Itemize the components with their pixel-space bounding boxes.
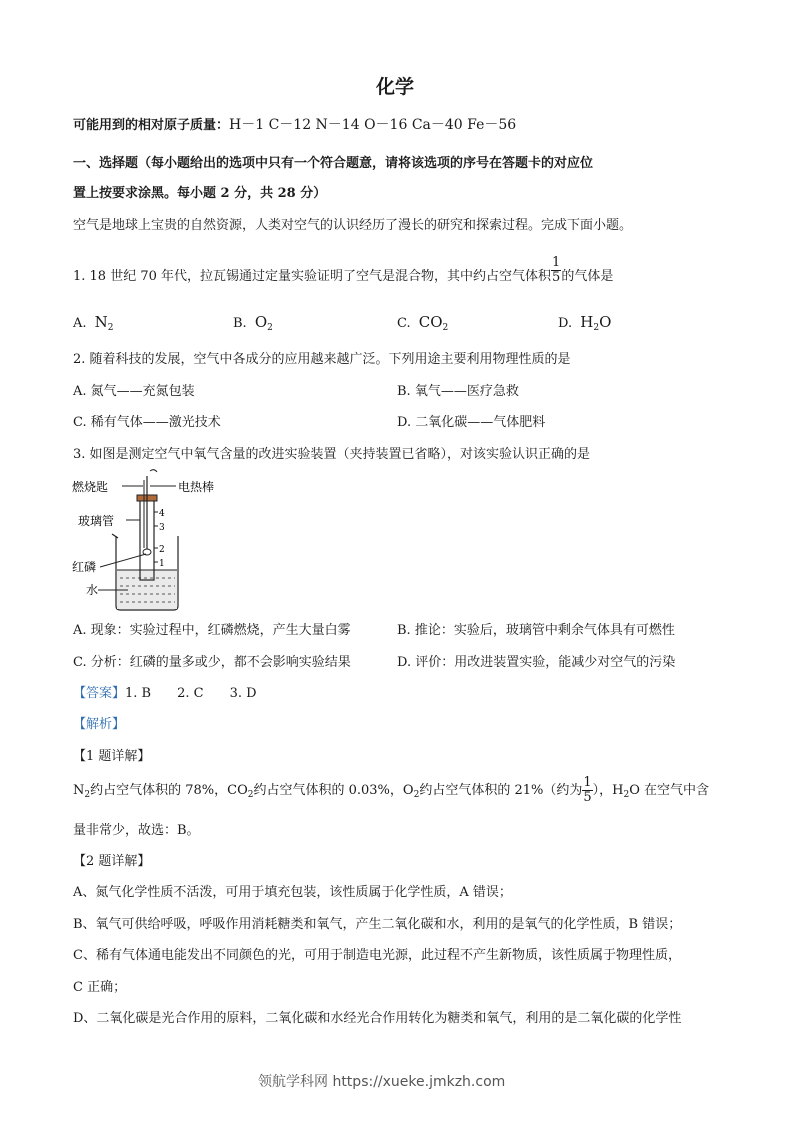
detail1-line2: 量非常少，故选：B。	[73, 823, 200, 838]
q1-option-d-label: D.	[558, 316, 573, 331]
beaker-lip	[112, 534, 118, 538]
page-title: 化学	[376, 76, 415, 98]
q3-option-c[interactable]: C. 分析：红磷的量多或少，都不会影响实验结果	[73, 655, 351, 670]
q1-option-d-sub: 2	[593, 323, 600, 333]
detail2-line-c: C、稀有气体通电能发出不同颜色的光，可用于制造电光源，此过程不产生新物质，该性质属于物理性质，	[73, 948, 681, 963]
detail1-text-a: 约占空气体积的 78%，	[90, 783, 228, 798]
scale-marks	[154, 512, 158, 562]
q1-option-a[interactable]	[73, 313, 114, 331]
h2o-sub: 2	[623, 790, 630, 800]
wire	[150, 470, 157, 472]
apparatus-diagram	[70, 466, 215, 614]
analysis-label: 【解析】	[73, 717, 126, 732]
co2-main: CO	[227, 783, 248, 798]
o2-sub: 2	[413, 790, 420, 800]
detail1-text-e: O 在空气中含	[629, 783, 710, 798]
q1-option-c[interactable]	[397, 313, 448, 331]
intro-text: 空气是地球上宝贵的自然资源，人类对空气的认识经历了漫长的研究和探索过程。完成下面小题。	[73, 218, 633, 233]
q1-option-d-main: H	[580, 313, 594, 331]
detail1-frac-den: 5	[583, 790, 592, 805]
q1-option-c-main: CO	[418, 313, 443, 331]
label-tube: 玻璃管	[78, 514, 115, 528]
detail1-fraction	[582, 776, 592, 805]
detail2-line-b: B、氧气可供给呼吸，呼吸作用消耗糖类和氧气，产生二氧化碳和水，利用的是氧气的化学性质，B 错误；	[73, 917, 682, 932]
q1-option-a-sub: 2	[107, 323, 114, 333]
o2-main: O	[402, 783, 414, 798]
co2-sub: 2	[247, 790, 254, 800]
detail2-line-d: D、二氧化碳是光合作用的原料，二氧化碳和水经光合作用转化为糖类和氧气，利用的是二氧化碳的化学性	[73, 1011, 682, 1026]
q1-option-c-label: C.	[397, 316, 411, 331]
q1-option-b-label: B.	[233, 316, 247, 331]
footer-watermark: 领航学科网 https://xueke.jmkzh.com	[258, 1074, 506, 1090]
mark-3: 3	[159, 523, 165, 533]
q1-option-a-label: A.	[73, 316, 87, 331]
detail1-line1	[73, 776, 709, 805]
q1-option-d-tail: O	[599, 313, 612, 331]
n2-main: N	[73, 783, 85, 798]
q1-frac-num: 1	[552, 255, 561, 270]
n2-sub: 2	[84, 790, 91, 800]
q1-frac-den: 5	[552, 270, 561, 285]
detail1-frac-num: 1	[583, 775, 592, 790]
q1-option-b[interactable]	[233, 313, 273, 331]
atomic-mass-values: H－1 C－12 N－14 O－16 Ca－40 Fe－56	[229, 117, 517, 133]
detail1-text-c: 约占空气体积的 21%（约为	[419, 783, 583, 798]
label-spoon: 燃烧匙	[72, 480, 109, 494]
q1-fraction	[551, 256, 561, 285]
detail2-line-c2: C 正确；	[73, 980, 127, 995]
label-water: 水	[86, 583, 99, 597]
section1-heading-line2: 置上按要求涂黑。每小题 2 分，共 28 分）	[73, 186, 327, 201]
q3-option-d[interactable]: D. 评价：用改进装置实验，能减少对空气的污染	[397, 655, 676, 670]
mark-1: 1	[159, 559, 165, 569]
q3-stem: 3. 如图是测定空气中氧气含量的改进实验装置（夹持装置已省略），对该实验认识正确的是	[73, 447, 591, 462]
q1-stem-a: 1. 18 世纪 70 年代，拉瓦锡通过定量实验证明了空气是混合物，其中约占空气体积	[73, 269, 552, 284]
mark-4: 4	[159, 509, 165, 519]
q1-option-b-main: O	[254, 313, 268, 331]
detail2-label: 【2 题详解】	[73, 854, 151, 869]
q2-option-b[interactable]: B. 氧气——医疗急救	[397, 384, 519, 399]
section1-heading-line1: 一、选择题（每小题给出的选项中只有一个符合题意，请将该选项的序号在答题卡的对应位	[73, 156, 594, 171]
h2o-main: H	[612, 783, 624, 798]
q2-option-d[interactable]: D. 二氧化碳——气体肥料	[397, 415, 546, 430]
q1-option-c-sub: 2	[442, 323, 449, 333]
q3-option-a[interactable]: A. 现象：实验过程中，红磷燃烧，产生大量白雾	[73, 623, 351, 638]
answer-values: 1. B 2. C 3. D	[125, 686, 257, 701]
detail1-label: 【1 题详解】	[73, 749, 151, 764]
detail1-text-b: 约占空气体积的 0.03%，	[253, 783, 403, 798]
answer-line	[73, 682, 257, 701]
q2-option-a[interactable]: A. 氮气——充氮包装	[73, 384, 195, 399]
q3-option-b[interactable]: B. 推论：实验后，玻璃管中剩余气体具有可燃性	[397, 623, 675, 638]
q1-option-b-sub: 2	[267, 323, 273, 333]
q2-stem: 2. 随着科技的发展，空气中各成分的应用越来越广泛。下列用途主要利用物理性质的是	[73, 352, 571, 367]
q1-stem	[73, 255, 614, 291]
atomic-mass-line	[73, 114, 516, 134]
q1-option-a-main: N	[94, 313, 108, 331]
detail2-line-a: A、氮气化学性质不活泼，可用于填充包装，该性质属于化学性质，A 错误；	[73, 885, 512, 900]
label-phosphorus: 红磷	[72, 560, 97, 574]
q2-option-c[interactable]: C. 稀有气体——激光技术	[73, 415, 221, 430]
q1-option-d[interactable]	[558, 313, 611, 331]
q3-apparatus-figure	[70, 466, 215, 614]
answer-label: 【答案】	[73, 686, 126, 701]
q1-stem-b: 的气体是	[561, 269, 614, 284]
label-rod: 电热棒	[178, 480, 215, 494]
detail1-text-d: ），	[592, 783, 613, 798]
atomic-mass-label: 可能用到的相对原子质量：	[73, 118, 230, 133]
mark-2: 2	[159, 545, 165, 555]
